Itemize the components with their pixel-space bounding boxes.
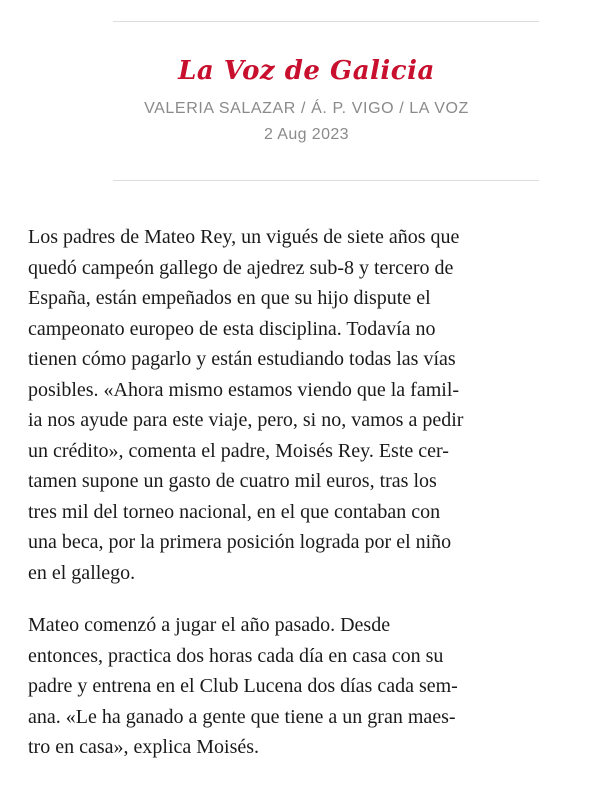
text-line: ana. «Le ha ganado a gente que tiene a un gran maes- xyxy=(28,705,456,728)
text-line: un crédito», comenta el padre, Moisés Rey. Este cer- xyxy=(28,439,449,462)
text-line: en el gallego. xyxy=(28,561,136,584)
text-line: España, están empeñados en que su hijo dispute el xyxy=(28,287,431,309)
text-line: ia nos ayude para este viaje, pero, si no, vamos a pedir xyxy=(28,409,464,431)
text-line: tamen supone un gasto de cuatro mil euros, tras los xyxy=(28,470,437,492)
header-divider xyxy=(113,180,539,181)
text-line: Los padres de Mateo Rey, un vigués de siete años que xyxy=(28,226,460,248)
text-line: posibles. «Ahora mismo estamos viendo que la famil- xyxy=(28,378,460,401)
text-line: una beca, por la primera posición lograda por el niño xyxy=(28,531,452,553)
article-body xyxy=(28,222,588,785)
paragraph-1 xyxy=(28,222,588,588)
masthead-logo[interactable]: La Voz de Galicia xyxy=(178,56,435,86)
text-line: tres mil del torneo nacional, en el que contaban con xyxy=(28,500,441,523)
text-line: entonces, practica dos horas cada día en casa con su xyxy=(28,644,444,667)
byline: VALERIA SALAZAR / Á. P. VIGO / LA VOZ xyxy=(144,100,469,117)
text-line: padre y entrena en el Club Lucena dos días cada sem- xyxy=(28,675,458,697)
paragraph-2 xyxy=(28,610,588,763)
text-line: campeonato europeo de esta disciplina. Todavía no xyxy=(28,317,436,340)
text-line: Mateo comenzó a jugar el año pasado. Desde xyxy=(28,614,391,636)
top-divider xyxy=(113,21,539,22)
text-line: tienen cómo pagarlo y están estudiando todas las vías xyxy=(28,348,456,370)
publish-date: 2 Aug 2023 xyxy=(264,126,349,143)
text-line: tro en casa», explica Moisés. xyxy=(28,736,260,758)
text-line: quedó campeón gallego de ajedrez sub-8 y tercero de xyxy=(28,256,454,279)
